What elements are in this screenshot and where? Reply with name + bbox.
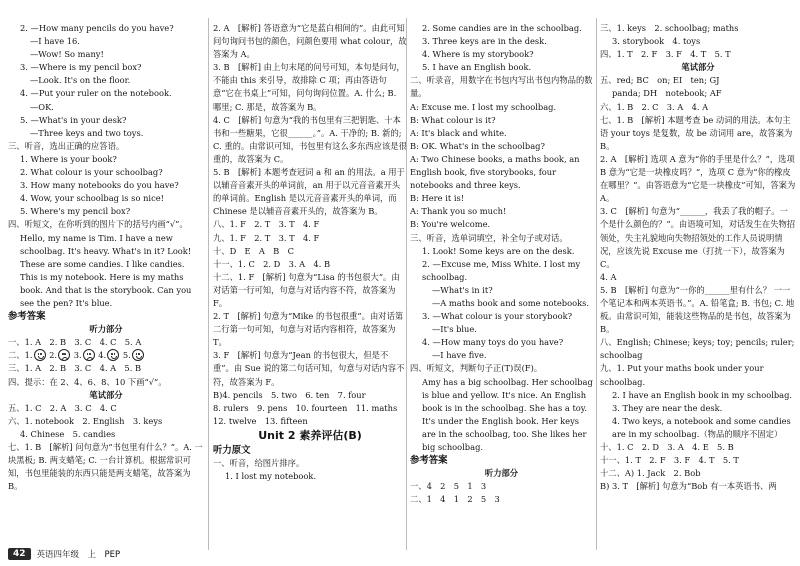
- answer-explanation: 2. T [解析] 句意为“Mike 的书包很重”。由对话第二行第一句可知，句意与对话内容相符，故答案为 T。: [213, 311, 404, 348]
- answer-line: 六、1. B 2. C 3. A 4. A: [600, 101, 709, 112]
- answer-explanation: 2. A [解析] 答语意为“它是蓝白相间的”。由此可知问句询问书包的颜色，问颜色要用 what colour，故答案为 A。: [213, 23, 407, 60]
- face-answer-prefix: 二、1.: [8, 350, 33, 361]
- text-line: 4. Wow, your schoolbag is so nice!: [20, 193, 164, 204]
- text-line: 3. Three keys are in the desk.: [422, 36, 547, 47]
- answer-line: 八、1. F 2. T 3. T 4. F: [213, 219, 320, 230]
- text-line: 1. I lost my notebook.: [225, 471, 317, 482]
- answer-line: 九、1. Put your maths book under your schoolbag.: [600, 363, 764, 387]
- answer-line: 一、1. A 2. B 3. C 4. C 5. A: [8, 337, 142, 348]
- text-line: —What's in it?: [432, 284, 493, 295]
- text-line: 5. Where's my pencil box?: [20, 206, 131, 217]
- text-line: 2. —How many pencils do you have?: [20, 23, 174, 33]
- text-line: 4. —How many toys do you have?: [422, 337, 564, 348]
- text-line: 4. —Put your ruler on the notebook.: [20, 88, 172, 99]
- section-heading: 二、听录音，用数字在书包内写出书包内物品的数量。: [410, 75, 593, 99]
- answer-line: 十、1. C 2. D 3. A 4. E 5. B: [600, 442, 734, 452]
- dialogue-line: B: OK. What's in the schoolbag?: [410, 140, 545, 151]
- face-answer-num: 2.: [49, 350, 58, 361]
- book-title: 英语四年级 上 PEP: [36, 550, 121, 560]
- answer-explanation: 七、1. B [解析] 本题考查 be 动词的用法。本句主语 your toys 是复数，故 be 动词用 are，故答案为 B。: [600, 114, 793, 151]
- section-heading: 三、听音，选出正确的应答语。: [8, 140, 125, 151]
- text-line: —Three keys and two toys.: [30, 127, 144, 138]
- column-2: [213, 22, 407, 483]
- answer-line: 五、red; BC on; EI ten; GJ: [600, 75, 720, 86]
- text-line: 3. —What colour is your storybook?: [422, 311, 573, 322]
- column-4: [600, 22, 796, 493]
- answer-line: 六、1. notebook 2. English 3. keys: [8, 415, 163, 426]
- text-line: —A maths book and some notebooks.: [432, 297, 589, 308]
- text-line: 1. Look! Some keys are on the desk.: [422, 245, 575, 256]
- face-answer-num: 3.: [73, 350, 82, 361]
- text-line: 3. How many notebooks do you have?: [20, 180, 179, 191]
- answer-line: 4. Chinese 5. candies: [20, 428, 116, 439]
- answer-line: 十、D E A B C: [213, 245, 294, 256]
- listening-text-title: 听力原文: [213, 444, 251, 456]
- section-heading: 四、听短文，在你听到的图片下的括号内画“√”。: [8, 219, 188, 230]
- column-divider: [406, 18, 407, 550]
- answer-line: 8. rulers 9. pens 10. fourteen 11. maths: [213, 402, 398, 413]
- answer-explanation: 3. F [解析] 句意为“Jean 的书包很大，但是不重”。由 Sue 说的第二句话可知，句意与对话内容不符，故答案为 F。: [213, 350, 405, 387]
- answer-line: B)4. pencils 5. two 6. ten 7. four: [213, 389, 366, 400]
- answer-line: 三、1. keys 2. schoolbag; maths: [600, 23, 739, 33]
- smile-face-icon: [107, 349, 119, 361]
- face-answer-line: [8, 349, 204, 362]
- column-1: [8, 22, 204, 493]
- section-heading: 四、听短文，判断句子正(T)误(F)。: [410, 363, 543, 374]
- answer-line: 三、1. A 2. B 3. C 4. A 5. B: [8, 363, 142, 374]
- answer-explanation: 七、1. B [解析] 问句意为“书包里有什么？”。A. 一块黑板; B. 两支蜡笔; C. 一台计算机。根据常识可知，书包里能装的东西只能是两支蜡笔，故答案为 B。: [8, 442, 203, 492]
- text-line: —OK.: [30, 101, 54, 112]
- listening-title: 听力部分: [484, 468, 519, 479]
- text-line: 4. Where is my storybook?: [422, 49, 534, 60]
- answer-explanation: B) 3. T [解析] 句意为“Bob 有一本英语书、两: [600, 481, 777, 492]
- passage-text: Hello, my name is Tim. I have a new schoolbag. It's heavy. What's in it? Look! These are some candies. I like candies. This is my notebook. Here is my maths book. And that is the storybook. Can you see the pen? It's blue.: [20, 232, 192, 308]
- text-line: 2. —Excuse me, Miss White. I lost my schoolbag.: [422, 258, 581, 282]
- answer-explanation: 5. B [解析] 句意为“一你的______里有什么？ 一一个笔记本和两本英语书。”。A. 铅笔盒; B. 书包; C. 地板。由常识可知，能装这些物品的是书包，故答案为 B。: [600, 284, 795, 335]
- section-heading: 三、听音，选单词填空，补全句子或对话。: [410, 232, 568, 243]
- dialogue-line: B: Here it is!: [410, 193, 465, 204]
- text-line: —I have 16.: [30, 36, 80, 47]
- sad-face-icon: [58, 349, 70, 361]
- written-title: 笔试部分: [89, 389, 123, 400]
- answers-title: 参考答案: [410, 455, 448, 467]
- answer-explanation: 5. B [解析] 本题考查冠词 a 和 an 的用法。a 用于以辅音音素开头的单词前，an 用于以元音音素开头的单词前。English 是以元音音素开头的单词，而 Chinese 是以辅音音素开头的，故答案为 B。: [213, 167, 405, 217]
- smile-face-icon: [34, 349, 46, 361]
- dialogue-line: A: Two Chinese books, a maths book, an English book, five storybooks, four notebooks and three keys.: [410, 153, 580, 191]
- answer-line: 四、提示：在 2、4、6、8、10 下画“√”。: [8, 376, 167, 387]
- unit-title: Unit 2 素养评估(B): [258, 428, 362, 442]
- text-line: 3. —Where is my pencil box?: [20, 62, 142, 73]
- column-divider: [596, 18, 597, 550]
- answer-line: 四、1. T 2. F 3. F 4. T 5. T: [600, 49, 731, 60]
- text-line: 5. —What's in your desk?: [20, 114, 127, 125]
- answer-line: 4. A: [600, 271, 617, 282]
- dialogue-line: A: Thank you so much!: [410, 206, 507, 217]
- answer-line: 九、1. F 2. T 3. T 4. F: [213, 232, 320, 243]
- text-line: —I have five.: [432, 350, 487, 361]
- answer-explanation: 十二、1. F [解析] 句意为“Lisa 的书包很大”。由对话第一行可知，句意与对话内容不符，故答案为 F。: [213, 271, 400, 308]
- passage-text: Amy has a big schoolbag. Her schoolbag is blue and yellow. It's nice. An English book is in the schoolbag. She has a toy. It's under the English book. Her keys are in the schoolbag, too. She likes her big schoolbag.: [422, 376, 593, 452]
- dialogue-line: B: What colour is it?: [410, 114, 496, 125]
- written-title: 笔试部分: [681, 62, 715, 73]
- column-divider: [208, 18, 209, 550]
- answer-explanation: 4. C [解析] 句意为“我的书包里有三把钥匙、十本书和一些糖果，它很______。”。A. 干净的; B. 新的; C. 重的。由常识可知，书包里有这么多东西应该是很重的，故答案为 C。: [213, 114, 407, 164]
- answer-line: 2. I have an English book in my schoolbag.: [612, 389, 793, 400]
- answer-line: panda; DH notebook; AF: [612, 88, 722, 99]
- answer-line: 十二、A) 1. Jack 2. Bob: [600, 468, 701, 479]
- answer-line: 二、1 4 1 2 5 3: [410, 494, 500, 505]
- text-line: 2. Some candies are in the schoolbag.: [422, 23, 582, 33]
- text-line: —Look. It's on the floor.: [30, 75, 131, 86]
- text-line: —Wow! So many!: [30, 49, 104, 60]
- answer-line: 一、4 2 5 1 3: [410, 481, 487, 492]
- text-line: 5. I have an English book.: [422, 62, 532, 73]
- answer-line: 五、1. C 2. A 3. C 4. C: [8, 402, 117, 413]
- smile-face-icon: [132, 349, 144, 361]
- answer-explanation: 3. B [解析] 由上句末尾的问号可知，本句是问句，不能由 this 来引导，故排除 C 项；再由答语句意“它在书桌上”可知，问句询问位置。A. 什么; B. 哪里; C. 那是，故答案为 B。: [213, 62, 405, 112]
- dialogue-line: A: Excuse me. I lost my schoolbag.: [410, 101, 557, 112]
- text-line: 2. What colour is your schoolbag?: [20, 167, 163, 178]
- text-line: —It's blue.: [432, 324, 477, 335]
- dialogue-line: A: It's black and white.: [410, 127, 507, 138]
- sad-face-icon: [83, 349, 95, 361]
- text-line: 1. Where is your book?: [20, 153, 117, 164]
- answer-line: 3. They are near the desk.: [612, 402, 723, 413]
- answer-explanation: 3. C [解析] 句意为“______，我丢了我的帽子。一个是什么颜色的？”。由语境可知，对话发生在失物招领处，失主礼貌地向失物招领处的工作人员说明情况，应该先说 Excuse me（打扰一下），故答案为 C。: [600, 206, 796, 269]
- column-3: [410, 22, 593, 506]
- answers-title: 参考答案: [8, 311, 46, 323]
- page-footer: [8, 548, 120, 560]
- answer-line: 十一、1. T 2. F 3. F 4. T 5. T: [600, 455, 739, 466]
- face-answer-num: 4.: [98, 350, 107, 361]
- answer-line: 十一、1. C 2. D 3. A 4. B: [213, 258, 331, 269]
- section-heading: 一、听音，给图片排序。: [213, 458, 305, 468]
- answer-line: 3. storybook 4. toys: [612, 36, 701, 47]
- answer-line: 4. Two keys, a notebook and some candies are in my schoolbag.（物品的顺序不固定）: [612, 415, 791, 439]
- answer-line: 12. twelve 13. fifteen: [213, 415, 308, 426]
- listening-title: 听力部分: [89, 324, 123, 335]
- dialogue-line: B: You're welcome.: [410, 219, 491, 230]
- face-answer-num: 5.: [122, 350, 131, 361]
- page-number: 42: [8, 548, 31, 560]
- answer-line: 八、English; Chinese; keys; toy; pencils; ruler; schoolbag: [600, 337, 795, 361]
- answer-explanation: 2. A [解析] 选项 A 意为“你的手里是什么？”，选项 B 意为“它是一块橡皮吗？”，选项 C 意为“你的橡皮在哪里？”。由答语意为“它是一块橡皮”可知，答案为 A。: [600, 153, 796, 204]
